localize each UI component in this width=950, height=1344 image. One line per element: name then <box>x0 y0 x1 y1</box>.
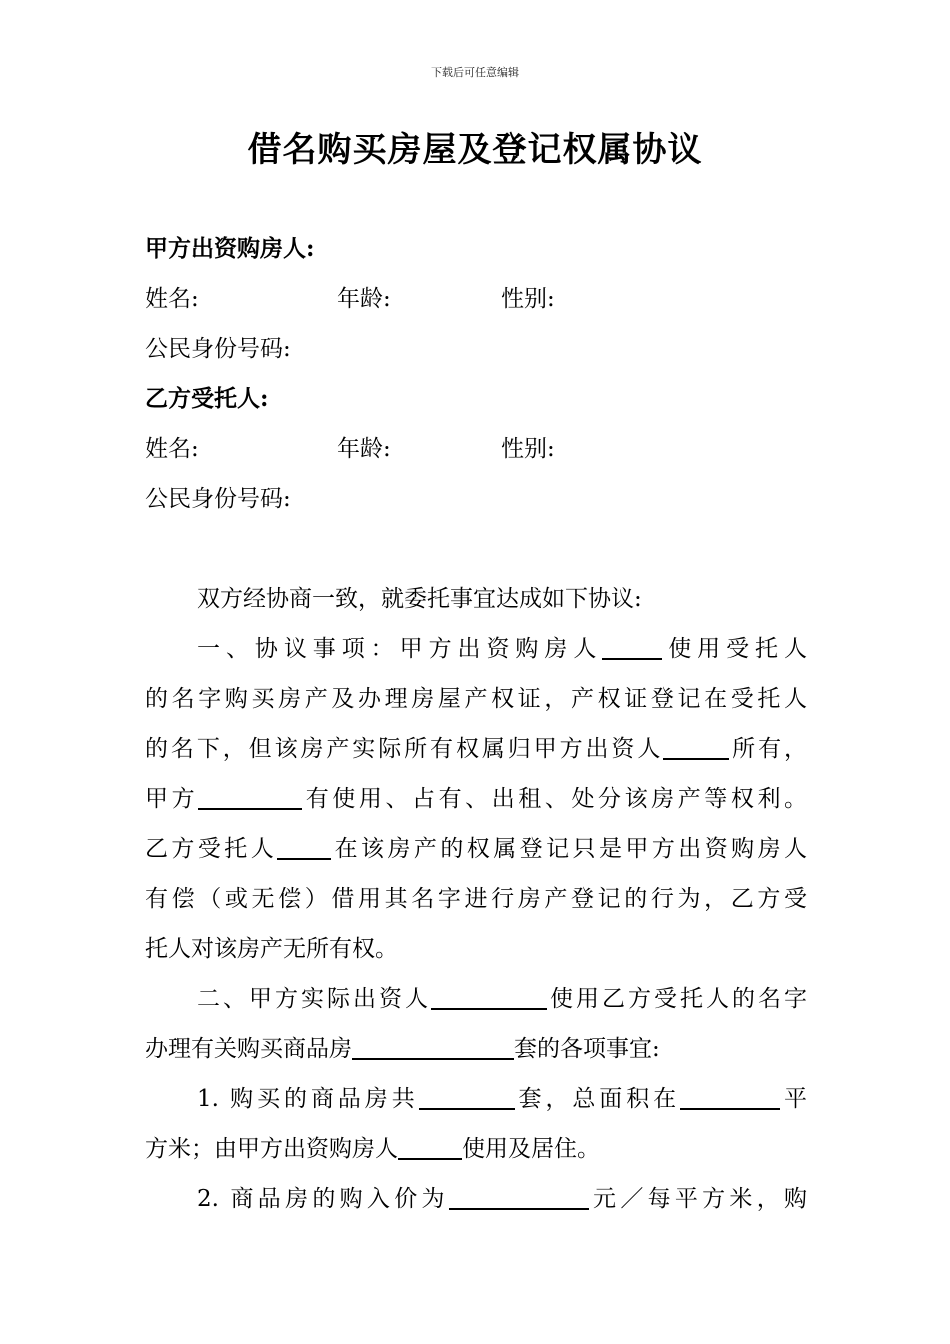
blank-field[interactable] <box>680 1078 780 1110</box>
item-1-text: 套，总面积在 <box>514 1086 681 1112</box>
blank-field[interactable] <box>277 828 331 860</box>
item-1-text: 1. 购买的商品房共 <box>197 1086 419 1112</box>
party-b-heading: 乙方受托人: <box>145 385 269 412</box>
party-a-gender-label: 性别: <box>501 286 555 312</box>
section-1-line-1 <box>197 624 807 674</box>
document-title: 借名购买房屋及登记权属协议 <box>247 130 703 170</box>
blank-field[interactable] <box>431 978 547 1010</box>
section-1-text: 有使用、占有、出租、处分该房产等权利。 <box>302 786 808 812</box>
section-1-text: 在该房产的权属登记只是甲方出资购房人 <box>331 836 808 862</box>
item-1-text: 使用及居住。 <box>462 1136 600 1162</box>
party-a-name-label: 姓名: <box>145 286 199 312</box>
item-2-text: 元／每平方米，购 <box>588 1186 807 1212</box>
blank-field[interactable] <box>449 1178 589 1210</box>
section-1-text: 甲方 <box>145 786 199 812</box>
section-1-line-7: 托人对该房产无所有权。 <box>145 936 398 962</box>
section-2-line-2 <box>145 1024 807 1074</box>
blank-field[interactable] <box>198 778 302 810</box>
section-1-line-2: 的名字购买房产及办理房屋产权证，产权证登记在受托人 <box>145 686 807 712</box>
header-note: 下载后可任意编辑 <box>431 66 519 79</box>
party-b-id-label: 公民身份号码: <box>145 486 291 512</box>
party-b-gender-label: 性别: <box>501 436 555 462</box>
party-a-heading: 甲方出资购房人: <box>145 235 315 262</box>
party-a-age-label: 年龄: <box>337 286 391 312</box>
section-2-text: 套的各项事宜: <box>514 1036 660 1062</box>
intro-paragraph: 双方经协商一致，就委托事宜达成如下协议: <box>197 586 642 612</box>
blank-field[interactable] <box>398 1128 462 1160</box>
section-2-line-1 <box>197 974 807 1024</box>
item-1-line-1 <box>197 1074 807 1124</box>
item-1-text: 方米；由甲方出资购房人 <box>145 1136 398 1162</box>
section-1-text: 乙方受托人 <box>145 836 278 862</box>
section-1-line-6: 有偿（或无偿）借用其名字进行房产登记的行为，乙方受 <box>145 886 807 912</box>
blank-field[interactable] <box>419 1078 515 1110</box>
party-b-age-label: 年龄: <box>337 436 391 462</box>
item-2-line-1 <box>197 1174 807 1224</box>
party-a-id-label: 公民身份号码: <box>145 336 291 362</box>
section-2-text: 办理有关购买商品房 <box>145 1036 352 1062</box>
party-b-name-label: 姓名: <box>145 436 199 462</box>
item-2-text: 2. 商品房的购入价为 <box>197 1186 449 1212</box>
blank-field[interactable] <box>663 728 729 760</box>
blank-field[interactable] <box>602 628 662 660</box>
section-1-text: 使用受托人 <box>662 636 808 662</box>
party-b-info-row <box>145 424 807 474</box>
section-1-line-3 <box>145 724 807 774</box>
section-1-line-5 <box>145 824 807 874</box>
item-1-text: 平 <box>780 1086 807 1112</box>
section-1-text: 的名下，但该房产实际所有权属归甲方出资人 <box>145 736 664 762</box>
section-1-line-4 <box>145 774 807 824</box>
section-2-text: 使用乙方受托人的名字 <box>547 986 807 1012</box>
section-2-text: 二、甲方实际出资人 <box>197 986 431 1012</box>
section-1-text: 所有， <box>729 736 808 762</box>
party-a-info-row <box>145 274 807 324</box>
section-1-text: 一、协议事项：甲方出资购房人 <box>197 636 603 662</box>
blank-field[interactable] <box>352 1028 514 1060</box>
item-1-line-2 <box>145 1124 807 1174</box>
